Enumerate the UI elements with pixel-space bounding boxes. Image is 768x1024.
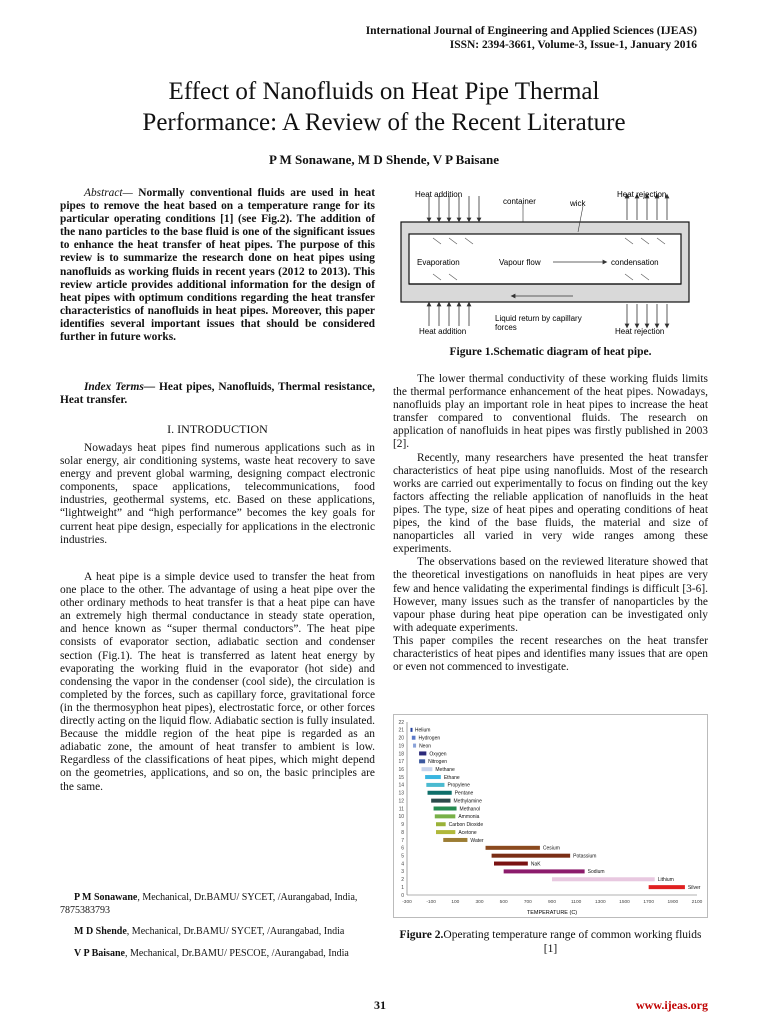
label-heat-rejection-top: Heat rejection	[617, 190, 667, 199]
range-bar-methane	[422, 767, 433, 771]
index-terms-label: Index Terms—	[84, 381, 156, 393]
label-liquid-return-2: forces	[495, 323, 517, 332]
range-bar-neon	[413, 744, 416, 748]
x-tick-label: 1900	[667, 900, 679, 905]
range-bar-helium	[411, 728, 413, 732]
range-bar-nitrogen	[419, 759, 425, 763]
range-bar-ethane	[425, 775, 441, 779]
bar-label: Acetone	[458, 829, 477, 836]
author-list: P M Sonawane, M D Shende, V P Baisane	[269, 152, 499, 167]
footnote-author-2-name: M D Shende	[74, 926, 127, 937]
footnote-author-2	[60, 926, 375, 939]
y-tick-label: 19	[398, 743, 404, 750]
x-tick-label: 2100	[691, 900, 703, 905]
label-wick: wick	[570, 199, 586, 208]
bar-label: Methanol	[459, 806, 481, 813]
abstract-text: Normally conventional fluids are used in heat pipes to remove the heat based on a temperature range for its particular operating conditions [1] (see Fig.2). The addition of the nano particles to the base fluid is one of the significant issues to enhance the heat transfer of heat pipes. The purpose of this review is to summarize the research done on heat pipes using nanofluids as working fluids in recent years (2012 to 2013). This review article provides additional information for the design of heat pipes with optimum conditions regarding the heat transfer characteristics of nanofluids in heat pipes. Moreover, this paper identifies several important issues that should be considered further in future works.	[60, 187, 375, 344]
y-tick-label: 22	[398, 719, 404, 726]
y-tick-label: 7	[401, 837, 404, 844]
range-bar-silver	[649, 885, 685, 889]
range-bar-hydrogen	[412, 736, 416, 740]
x-tick-label: 1100	[571, 900, 582, 905]
bar-label: Ethane	[443, 774, 460, 781]
y-tick-label: 4	[401, 861, 404, 868]
range-bar-methylamine	[431, 799, 450, 803]
label-heat-addition-bottom: Heat addition	[419, 327, 467, 336]
range-bar-carbon-dioxide	[436, 822, 446, 826]
range-bar-cesium	[486, 846, 540, 850]
heat-rejection-arrows-top	[627, 196, 667, 220]
footnote-author-1	[60, 892, 375, 917]
right-paragraph-2: Recently, many researchers have presented the heat transfer characteristics of heat pipe using nanofluids. Most of the research works are carried out experimentally to focus on finding out the key factors affecting the reliable application of nanofluids in the heat pipes. The type, size of heat pipes and operating conditions of heat pipes, the kind of the base fluids, the material and size of nanoparticles all varied in very wide ranges among these experiments.	[393, 451, 708, 556]
x-tick-label: 900	[547, 900, 557, 905]
bar-label: Methylamine	[453, 798, 482, 805]
working-fluid-range-chart	[393, 714, 708, 918]
range-bar-ammonia	[435, 814, 456, 818]
paper-title	[60, 76, 708, 138]
y-tick-label: 2	[401, 877, 404, 884]
y-tick-label: 5	[401, 853, 404, 860]
journal-name: International Journal of Engineering and Applied Sciences (IJEAS)	[365, 25, 697, 37]
footnote-author-3-affil: , Mechanical, Dr.BAMU/ PESCOE, /Aurangabad, India	[124, 947, 349, 959]
y-tick-label: 8	[401, 829, 404, 836]
footnote-author-1-affil: , Mechanical, Dr.BAMU/ SYCET, /Aurangabad, India, 7875383793	[60, 892, 358, 916]
range-bar-methanol	[434, 807, 457, 811]
y-tick-label: 9	[401, 822, 404, 829]
bar-label: Nitrogen	[428, 759, 448, 766]
x-tick-label: -300	[402, 900, 412, 905]
intro-paragraph-2-text: A heat pipe is a simple device used to transfer the heat from one place to the other. The advantage of using a heat pipe over the other ordinary methods to heat transfer is that a heat pipe can have an extremely high thermal conductance in steady state operation, and hence known as “super thermal conductors”. The heat pipe consists of evaporator section, adiabatic section and condenser section (Fig.1). The heat is transferred as latent heat energy by evaporating the working fluid in the evaporator (hot side) and condensing the vapor in the condenser (cool side), the circulation is completed by the forces, such as capillary force, gravitational force (in the thermosyphon heat pipes), electrostatic force, or other forces directly acting on the liquid flow. Adiabatic section is fully insulated. Because the middle region of the heat pipe is regarded as an adiabatic zone, the amount of heat transfer to ambient is low. Regardless of the classifications of heat pipes, which might depend on the geometries, applications, and so on, the basic principles are the same.	[60, 571, 375, 793]
bar-label: Potassium	[573, 853, 597, 860]
abstract-label: Abstract—	[84, 187, 133, 199]
bar-label: Propylene	[447, 782, 470, 789]
bar-label: Silver	[687, 884, 701, 891]
range-bar-lithium	[552, 877, 655, 881]
label-condensation: condensation	[611, 258, 659, 267]
footnote-author-3-name: V P Baisane	[74, 947, 125, 959]
range-bar-potassium	[492, 854, 571, 858]
y-tick-label: 20	[398, 735, 404, 742]
section-heading-introduction: I. INTRODUCTION	[167, 422, 268, 436]
author-footnotes	[60, 892, 375, 969]
label-container: container	[503, 197, 536, 206]
bar-label: Methane	[435, 766, 455, 773]
y-tick-label: 17	[398, 759, 404, 766]
footnote-author-2-affil: , Mechanical, Dr.BAMU/ SYCET, /Aurangabad, India	[126, 926, 345, 937]
page-number: 31	[374, 998, 386, 1012]
range-bar-pentane	[428, 791, 452, 795]
y-tick-label: 12	[398, 798, 404, 805]
y-tick-label: 1	[401, 884, 404, 891]
journal-header	[366, 24, 697, 52]
y-tick-label: 14	[398, 782, 404, 789]
heat-pipe-diagram	[393, 188, 693, 336]
bar-label: NaK	[530, 861, 541, 868]
label-heat-rejection-bottom: Heat rejection	[615, 327, 665, 336]
right-paragraph-3: The observations based on the reviewed literature showed that the theoretical investigations on nanofluids in heat pipes are very few and hence validating the experimental findings is difficult [3-6]. However, many issues such as the transfer of nanoparticles by the vapour phase during heat pipe operation can be investigated only with adequate experiments.	[393, 556, 708, 634]
range-bar-oxygen	[419, 751, 426, 755]
x-tick-label: 100	[451, 900, 460, 905]
y-tick-label: 0	[401, 892, 404, 899]
label-liquid-return-1: Liquid return by capillary	[495, 314, 582, 323]
bar-label: Oxygen	[429, 751, 447, 758]
x-tick-label: 1700	[643, 900, 655, 905]
right-paragraph-4: This paper compiles the recent researches on the heat transfer characteristics of heat pipes and identifies many issues that are open or even not commenced to investigate.	[393, 634, 708, 674]
chart-x-axis-label: TEMPERATURE (C)	[526, 910, 578, 916]
intro-paragraph-1-text: Nowadays heat pipes find numerous applications such as in solar energy, air conditioning systems, waste heat recovery to save energy and prevent global warming, designing compact electronic components, space applications, telecommunications, food industries, geothermal systems, etc. Based on these applications, “lightweight” and “high performance” becomes the key goals for current heat pipe design, especially for applications in the electronic industries.	[60, 442, 375, 546]
journal-url-link[interactable]: www.ijeas.org	[636, 998, 708, 1012]
bar-label: Ammonia	[458, 814, 480, 821]
label-vapour-flow: Vapour flow	[499, 258, 541, 267]
figure-2-caption-label: Figure 2.	[399, 929, 444, 941]
figure-2-caption	[393, 928, 708, 956]
x-tick-label: -100	[426, 900, 436, 905]
bar-label: Carbon Dioxide	[448, 822, 484, 829]
x-tick-label: 300	[475, 900, 484, 905]
bar-label: Hydrogen	[418, 735, 441, 742]
x-tick-label: 1300	[594, 900, 606, 905]
bar-label: Cesium	[542, 845, 560, 852]
heat-addition-arrows-top	[429, 196, 479, 220]
index-terms-text: Heat pipes, Nanofluids, Thermal resistance, Heat transfer.	[60, 381, 375, 407]
y-tick-label: 16	[398, 766, 404, 773]
range-bar-propylene	[426, 783, 444, 787]
bar-label: Water	[470, 837, 484, 844]
abstract	[60, 187, 375, 344]
x-tick-label: 500	[499, 900, 508, 905]
figure-2-caption-text: Operating temperature range of common working fluids [1]	[443, 929, 702, 955]
bar-label: Sodium	[587, 869, 605, 876]
right-paragraph-1: The lower thermal conductivity of these working fluids limits the thermal performance enhancement of the heat pipes. Nowadays, nanofluids play an important role in heat pipes to increase the heat transfer compared to conventional fluids. The research on application of nanofluids in heat pipes was firstly published in 2003 [2].	[393, 373, 708, 451]
journal-issn: ISSN: 2394-3661, Volume-3, Issue-1, January 2016	[449, 39, 697, 51]
footnote-author-1-name: P M Sonawane	[74, 892, 138, 903]
index-terms	[60, 381, 375, 407]
label-evaporation: Evaporation	[417, 258, 460, 267]
y-tick-label: 15	[398, 774, 404, 781]
y-tick-label: 18	[398, 751, 404, 758]
range-bar-sodium	[504, 869, 585, 873]
range-bar-water	[443, 838, 467, 842]
footnote-author-3	[60, 948, 375, 961]
intro-paragraph-2	[60, 571, 375, 794]
range-bar-nak	[494, 862, 528, 866]
right-column-text	[393, 373, 708, 674]
y-tick-label: 6	[401, 845, 404, 852]
bar-label: Helium	[414, 727, 431, 734]
figure-1-caption: Figure 1.Schematic diagram of heat pipe.	[449, 346, 652, 358]
bar-label: Pentane	[454, 790, 474, 797]
heat-addition-arrows-bottom	[429, 304, 469, 326]
title-line-2: Performance: A Review of the Recent Literature	[142, 109, 626, 136]
range-bar-acetone	[436, 830, 455, 834]
bar-label: Neon	[419, 743, 432, 750]
y-tick-label: 21	[398, 727, 404, 734]
y-tick-label: 3	[401, 869, 404, 876]
y-tick-label: 11	[398, 806, 404, 813]
x-tick-label: 700	[523, 900, 532, 905]
intro-paragraph-1	[60, 442, 375, 547]
x-tick-label: 1500	[619, 900, 630, 905]
bar-label: Lithium	[657, 877, 674, 884]
heat-rejection-arrows-bottom	[627, 304, 667, 326]
y-tick-label: 10	[398, 814, 404, 821]
label-heat-addition-top: Heat addition	[415, 190, 463, 199]
title-line-1: Effect of Nanofluids on Heat Pipe Thermal	[168, 78, 600, 105]
y-tick-label: 13	[398, 790, 404, 797]
